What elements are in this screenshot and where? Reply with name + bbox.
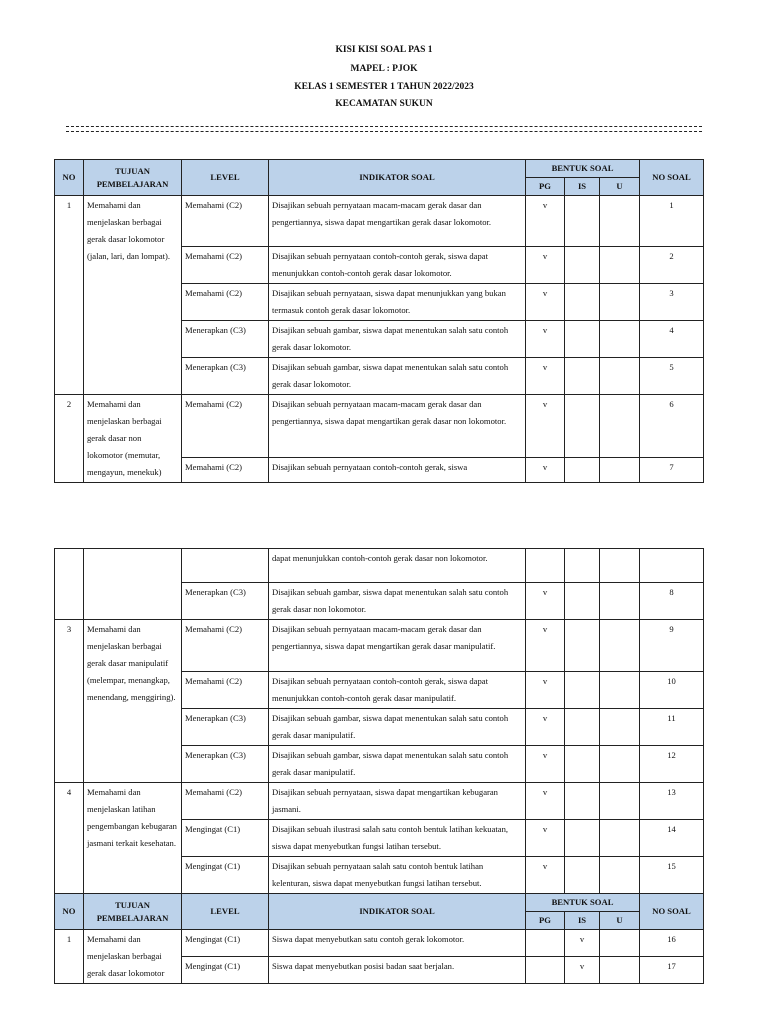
row-u xyxy=(600,284,640,321)
row-no-soal: 2 xyxy=(640,247,704,284)
row-tujuan: Memahami dan menjelaskan berbagai gerak dasar manipulatif (melempar, menangkap, menendang, menggiring). xyxy=(84,620,182,783)
row-is xyxy=(565,620,600,672)
row-no-soal: 17 xyxy=(640,957,704,984)
row-level: Memahami (C2) xyxy=(182,196,269,247)
row-is xyxy=(565,783,600,820)
row-indikator: Disajikan sebuah pernyataan, siswa dapat menunjukkan yang bukan termasuk contoh gerak dasar lokomotor. xyxy=(269,284,526,321)
row-no-soal: 15 xyxy=(640,857,704,894)
row-no xyxy=(55,549,84,620)
row-indikator: Disajikan sebuah pernyataan salah satu contoh bentuk latihan kelenturan, siswa dapat menyebutkan fungsi latihan tersebut. xyxy=(269,857,526,894)
row-tujuan: Memahami dan menjelaskan berbagai gerak dasar lokomotor (jalan, lari, dan lompat). xyxy=(84,196,182,395)
row-level: Memahami (C2) xyxy=(182,284,269,321)
row-indikator: Siswa dapat menyebutkan satu contoh gerak lokomotor. xyxy=(269,930,526,957)
col-level: LEVEL xyxy=(182,160,269,196)
table-row xyxy=(55,783,704,820)
row-indikator: Disajikan sebuah ilustrasi salah satu contoh bentuk latihan kekuatan, siswa dapat menyebutkan fungsi latihan tersebut. xyxy=(269,820,526,857)
row-level: Mengingat (C1) xyxy=(182,957,269,984)
row-u xyxy=(600,247,640,284)
row-u xyxy=(600,957,640,984)
row-u xyxy=(600,321,640,358)
row-pg: v xyxy=(526,820,565,857)
row-pg: v xyxy=(526,857,565,894)
row-level: Mengingat (C1) xyxy=(182,857,269,894)
row-pg xyxy=(526,549,565,583)
row-tujuan: Memahami dan menjelaskan berbagai gerak dasar non lokomotor (memutar, mengayun, menekuk) xyxy=(84,395,182,483)
row-pg: v xyxy=(526,746,565,783)
col-tujuan: TUJUAN PEMBELAJARAN xyxy=(84,160,182,196)
row-pg xyxy=(526,930,565,957)
row-level xyxy=(182,549,269,583)
col-u: U xyxy=(600,912,640,930)
row-indikator: Disajikan sebuah gambar, siswa dapat menentukan salah satu contoh gerak dasar lokomotor. xyxy=(269,321,526,358)
row-tujuan: Memahami dan menjelaskan latihan pengembangan kebugaran jasmani terkait kesehatan. xyxy=(84,783,182,894)
row-is xyxy=(565,284,600,321)
row-pg: v xyxy=(526,395,565,458)
row-u xyxy=(600,583,640,620)
row-level: Memahami (C2) xyxy=(182,395,269,458)
row-u xyxy=(600,395,640,458)
row-no-soal: 14 xyxy=(640,820,704,857)
row-u xyxy=(600,930,640,957)
table-row xyxy=(55,196,704,247)
row-no-soal: 12 xyxy=(640,746,704,783)
row-no-soal: 13 xyxy=(640,783,704,820)
row-indikator: Disajikan sebuah pernyataan macam-macam gerak dasar dan pengertiannya, siswa dapat mengartikan gerak dasar manipulatif. xyxy=(269,620,526,672)
col-is: IS xyxy=(565,912,600,930)
row-is xyxy=(565,857,600,894)
table-row xyxy=(55,930,704,957)
row-indikator: Disajikan sebuah gambar, siswa dapat menentukan salah satu contoh gerak dasar non lokomotor. xyxy=(269,583,526,620)
row-level: Memahami (C2) xyxy=(182,247,269,284)
row-no: 1 xyxy=(55,930,84,984)
doc-title: KISI KISI SOAL PAS 1 xyxy=(335,45,433,55)
row-is xyxy=(565,358,600,395)
table-row xyxy=(55,549,704,583)
row-indikator: dapat menunjukkan contoh-contoh gerak dasar non lokomotor. xyxy=(269,549,526,583)
row-indikator: Siswa dapat menyebutkan posisi badan saat berjalan. xyxy=(269,957,526,984)
col-u: U xyxy=(600,178,640,196)
row-no-soal: 9 xyxy=(640,620,704,672)
row-pg: v xyxy=(526,321,565,358)
row-u xyxy=(600,549,640,583)
doc-class: KELAS 1 SEMESTER 1 TAHUN 2022/2023 xyxy=(294,82,474,92)
col-tujuan: TUJUAN PEMBELAJARAN xyxy=(84,894,182,930)
row-no: 4 xyxy=(55,783,84,894)
row-is xyxy=(565,820,600,857)
row-no-soal: 7 xyxy=(640,458,704,483)
row-pg: v xyxy=(526,247,565,284)
table-row xyxy=(55,395,704,458)
col-pg: PG xyxy=(526,912,565,930)
col-is: IS xyxy=(565,178,600,196)
row-u xyxy=(600,196,640,247)
row-no-soal: 11 xyxy=(640,709,704,746)
row-u xyxy=(600,746,640,783)
row-level: Menerapkan (C3) xyxy=(182,321,269,358)
row-u xyxy=(600,620,640,672)
row-level: Menerapkan (C3) xyxy=(182,746,269,783)
col-no: NO xyxy=(55,894,84,930)
row-u xyxy=(600,709,640,746)
col-no-soal: NO SOAL xyxy=(640,894,704,930)
row-pg: v xyxy=(526,709,565,746)
row-is xyxy=(565,458,600,483)
row-u xyxy=(600,358,640,395)
row-level: Menerapkan (C3) xyxy=(182,583,269,620)
row-pg: v xyxy=(526,358,565,395)
col-indikator: INDIKATOR SOAL xyxy=(269,160,526,196)
row-is xyxy=(565,672,600,709)
header-separator xyxy=(66,126,702,132)
row-indikator: Disajikan sebuah pernyataan macam-macam gerak dasar dan pengertiannya, siswa dapat mengartikan gerak dasar non lokomotor. xyxy=(269,395,526,458)
kisi-table-page-1 xyxy=(54,159,704,483)
row-is: v xyxy=(565,957,600,984)
row-pg: v xyxy=(526,196,565,247)
row-no-soal: 8 xyxy=(640,583,704,620)
row-is: v xyxy=(565,930,600,957)
row-level: Memahami (C2) xyxy=(182,783,269,820)
row-is xyxy=(565,247,600,284)
row-indikator: Disajikan sebuah pernyataan, siswa dapat mengartikan kebugaran jasmani. xyxy=(269,783,526,820)
row-no-soal: 10 xyxy=(640,672,704,709)
row-no-soal: 1 xyxy=(640,196,704,247)
row-no-soal: 3 xyxy=(640,284,704,321)
row-pg: v xyxy=(526,458,565,483)
row-is xyxy=(565,549,600,583)
table-row xyxy=(55,620,704,672)
row-indikator: Disajikan sebuah pernyataan contoh-contoh gerak, siswa dapat menunjukkan contoh-contoh gerak dasar lokomotor. xyxy=(269,247,526,284)
row-u xyxy=(600,820,640,857)
row-indikator: Disajikan sebuah gambar, siswa dapat menentukan salah satu contoh gerak dasar manipulatif. xyxy=(269,746,526,783)
row-indikator: Disajikan sebuah gambar, siswa dapat menentukan salah satu contoh gerak dasar manipulatif. xyxy=(269,709,526,746)
row-level: Menerapkan (C3) xyxy=(182,358,269,395)
row-no-soal: 16 xyxy=(640,930,704,957)
col-no-soal: NO SOAL xyxy=(640,160,704,196)
row-indikator: Disajikan sebuah pernyataan contoh-contoh gerak, siswa xyxy=(269,458,526,483)
row-is xyxy=(565,583,600,620)
row-level: Menerapkan (C3) xyxy=(182,709,269,746)
row-u xyxy=(600,857,640,894)
row-no: 3 xyxy=(55,620,84,783)
row-pg xyxy=(526,957,565,984)
row-is xyxy=(565,395,600,458)
row-no: 1 xyxy=(55,196,84,395)
row-level: Mengingat (C1) xyxy=(182,820,269,857)
kisi-table-page-2 xyxy=(54,548,704,984)
row-is xyxy=(565,709,600,746)
row-no: 2 xyxy=(55,395,84,483)
row-pg: v xyxy=(526,783,565,820)
col-bentuk: BENTUK SOAL xyxy=(526,160,640,178)
row-u xyxy=(600,458,640,483)
row-no-soal: 6 xyxy=(640,395,704,458)
row-level: Memahami (C2) xyxy=(182,672,269,709)
row-no-soal xyxy=(640,549,704,583)
row-indikator: Disajikan sebuah pernyataan macam-macam gerak dasar dan pengertiannya, siswa dapat mengartikan gerak dasar lokomotor. xyxy=(269,196,526,247)
row-level: Memahami (C2) xyxy=(182,620,269,672)
doc-subject: MAPEL : PJOK xyxy=(350,64,418,74)
doc-district: KECAMATAN SUKUN xyxy=(335,99,433,109)
row-no-soal: 5 xyxy=(640,358,704,395)
row-level: Mengingat (C1) xyxy=(182,930,269,957)
row-is xyxy=(565,196,600,247)
col-indikator: INDIKATOR SOAL xyxy=(269,894,526,930)
row-indikator: Disajikan sebuah gambar, siswa dapat menentukan salah satu contoh gerak dasar lokomotor. xyxy=(269,358,526,395)
row-tujuan xyxy=(84,549,182,620)
row-is xyxy=(565,746,600,783)
row-u xyxy=(600,672,640,709)
col-level: LEVEL xyxy=(182,894,269,930)
col-pg: PG xyxy=(526,178,565,196)
col-no: NO xyxy=(55,160,84,196)
row-tujuan: Memahami dan menjelaskan berbagai gerak dasar lokomotor xyxy=(84,930,182,984)
col-bentuk: BENTUK SOAL xyxy=(526,894,640,912)
row-pg: v xyxy=(526,284,565,321)
row-pg: v xyxy=(526,672,565,709)
row-no-soal: 4 xyxy=(640,321,704,358)
row-is xyxy=(565,321,600,358)
row-pg: v xyxy=(526,620,565,672)
row-u xyxy=(600,783,640,820)
row-indikator: Disajikan sebuah pernyataan contoh-contoh gerak, siswa dapat menunjukkan contoh-contoh gerak dasar manipulatif. xyxy=(269,672,526,709)
row-pg: v xyxy=(526,583,565,620)
row-level: Memahami (C2) xyxy=(182,458,269,483)
